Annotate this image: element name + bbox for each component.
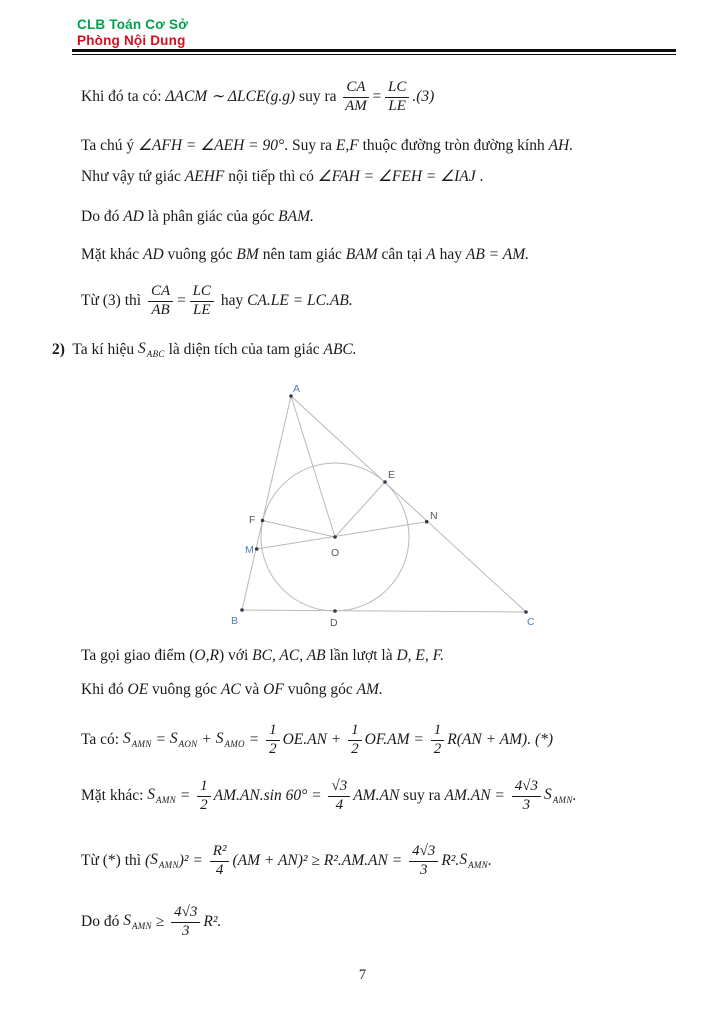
fraction-numerator: LC bbox=[190, 284, 214, 302]
point-label-B: B bbox=[231, 615, 239, 627]
text-segment: Mặt khác: bbox=[81, 787, 148, 805]
paragraph-area-sum bbox=[81, 718, 553, 762]
page-number: 7 bbox=[358, 967, 367, 983]
math-text: AD bbox=[123, 208, 144, 226]
math-text: ≥ bbox=[151, 913, 169, 931]
fraction-denominator: LE bbox=[388, 97, 406, 114]
math-text: D, E, F. bbox=[396, 647, 444, 665]
fraction-numerator: 1 bbox=[348, 723, 362, 741]
subscript-text: ABC bbox=[146, 349, 165, 360]
math-text: AM. bbox=[356, 681, 383, 699]
math-fraction bbox=[266, 723, 280, 758]
subscript-text: AON bbox=[178, 739, 198, 750]
text-segment: Ta chú ý bbox=[81, 137, 139, 155]
fraction-numerator: 1 bbox=[197, 779, 211, 797]
subscript-base: S bbox=[138, 340, 146, 358]
fraction-denominator: 2 bbox=[269, 740, 277, 757]
paragraph-bisector bbox=[81, 207, 314, 227]
point-label-E: E bbox=[388, 469, 396, 481]
segment-CA bbox=[291, 396, 526, 612]
math-text: ∠AFH = ∠AEH = 90° bbox=[138, 137, 285, 155]
subscript-base: S bbox=[169, 730, 178, 748]
text-segment: Khi đó bbox=[81, 681, 128, 699]
text-segment: Ta gọi giao điểm ( bbox=[81, 647, 195, 665]
math-text: OE.AN + bbox=[282, 731, 346, 749]
text-segment: Do đó bbox=[81, 913, 124, 931]
segment-BC bbox=[242, 610, 526, 612]
math-fraction bbox=[385, 80, 409, 115]
point-dot-D bbox=[333, 609, 337, 613]
subscript-text: AMN bbox=[131, 921, 152, 932]
math-fraction bbox=[197, 779, 211, 814]
subscript-base: S bbox=[147, 786, 156, 804]
math-text: = bbox=[175, 787, 195, 805]
fraction-numerator: 4√3 bbox=[409, 844, 438, 862]
math-text: = bbox=[371, 88, 382, 106]
text-segment: là diện tích của tam giác bbox=[164, 341, 324, 359]
point-dot-B bbox=[240, 608, 244, 612]
math-text: . bbox=[572, 787, 577, 805]
paragraph-from-3 bbox=[81, 279, 353, 323]
fraction-numerator: 4√3 bbox=[512, 779, 541, 797]
text-segment: vuông góc bbox=[163, 246, 237, 264]
point-label-D: D bbox=[330, 617, 338, 629]
paragraph-area-sin bbox=[81, 770, 577, 822]
fraction-denominator: 4 bbox=[215, 861, 224, 878]
text-segment: thuộc đường tròn đường kính bbox=[358, 137, 549, 155]
math-text: .(3) bbox=[412, 88, 435, 106]
math-text: R². bbox=[203, 913, 222, 931]
math-text: AM.AN bbox=[353, 787, 400, 805]
math-fraction bbox=[343, 80, 368, 115]
math-text: R². bbox=[441, 852, 460, 870]
math-subscripted-symbol bbox=[216, 730, 245, 749]
point-dot-F bbox=[261, 519, 265, 523]
text-segment: là phân giác của góc bbox=[143, 208, 279, 226]
subscript-text: AMN bbox=[552, 795, 573, 806]
subscript-base: S bbox=[150, 851, 158, 869]
math-text: O,R bbox=[194, 647, 219, 665]
math-text: = bbox=[151, 731, 170, 749]
subscript-base: S bbox=[544, 786, 552, 804]
fraction-denominator: 3 bbox=[419, 861, 428, 878]
paragraph-part2-intro bbox=[52, 340, 357, 360]
text-segment: Ta kí hiệu bbox=[64, 341, 139, 359]
header-divider bbox=[72, 49, 676, 55]
subscript-base: S bbox=[459, 851, 468, 869]
math-text: ( bbox=[144, 852, 151, 870]
fraction-numerator: 4√3 bbox=[171, 905, 200, 923]
fraction-numerator: √3 bbox=[328, 779, 350, 797]
point-label-A: A bbox=[293, 383, 301, 395]
math-text: AM.AN.sin 60° = bbox=[213, 787, 326, 805]
paragraph-touchpoints bbox=[81, 646, 444, 666]
fraction-denominator: 2 bbox=[200, 796, 208, 813]
math-text: AB = AM. bbox=[465, 246, 529, 264]
math-fraction bbox=[190, 284, 214, 319]
math-fraction bbox=[148, 284, 173, 319]
subscript-text: AMN bbox=[131, 739, 152, 750]
math-fraction bbox=[512, 779, 541, 814]
fraction-numerator: CA bbox=[148, 284, 173, 302]
math-text: BAM. bbox=[278, 208, 314, 226]
fraction-numerator: 1 bbox=[266, 723, 280, 741]
fraction-denominator: 2 bbox=[433, 740, 442, 757]
math-text: BAM bbox=[345, 246, 378, 264]
point-label-C: C bbox=[527, 616, 535, 628]
math-text: CA.LE = LC.AB. bbox=[247, 292, 353, 310]
math-fraction bbox=[431, 723, 445, 758]
math-text: ABC. bbox=[323, 341, 357, 359]
math-subscripted-symbol bbox=[123, 730, 152, 749]
paragraph-angle-note bbox=[81, 136, 573, 156]
subscript-base: S bbox=[215, 730, 224, 748]
subscript-text: AMN bbox=[468, 860, 488, 871]
fraction-denominator: 3 bbox=[522, 796, 531, 813]
point-label-F: F bbox=[249, 514, 256, 526]
subscript-text: AMO bbox=[224, 739, 245, 750]
text-segment: hay bbox=[216, 292, 248, 310]
math-fraction bbox=[409, 844, 438, 879]
text-segment: ) với bbox=[218, 647, 253, 665]
math-text: ∠FAH = ∠FEH = ∠IAJ bbox=[317, 168, 476, 186]
math-text: ΔACM ∼ ΔLCE(g.g) bbox=[165, 88, 296, 106]
math-subscripted-symbol bbox=[138, 340, 165, 359]
paragraph-isosceles bbox=[81, 245, 529, 265]
header-divider-thin-line bbox=[72, 54, 676, 55]
header-dept-name: Phòng Nội Dung bbox=[77, 33, 186, 48]
text-segment: Từ (*) thì bbox=[81, 852, 145, 870]
segment-OE bbox=[335, 482, 385, 537]
text-segment: Khi đó ta có: bbox=[81, 88, 166, 106]
fraction-denominator: 3 bbox=[181, 922, 190, 939]
text-segment: suy ra bbox=[295, 88, 341, 106]
math-fraction bbox=[171, 905, 200, 940]
math-text: R(AN + AM). (*) bbox=[447, 731, 554, 749]
math-text: (AM + AN)² ≥ R².AM.AN = bbox=[232, 852, 407, 870]
text-segment: hay bbox=[435, 246, 466, 264]
fraction-numerator: 1 bbox=[431, 723, 445, 741]
header-divider-thick-line bbox=[72, 49, 676, 52]
math-text: BC, AC, AB bbox=[252, 647, 326, 665]
math-subscripted-symbol bbox=[150, 851, 179, 870]
fraction-denominator: AM bbox=[345, 97, 367, 114]
paragraph-inequality bbox=[81, 835, 492, 887]
text-segment: Do đó bbox=[81, 208, 124, 226]
math-subscripted-symbol bbox=[544, 786, 573, 805]
text-segment: suy ra bbox=[399, 787, 445, 805]
subscript-text: AMN bbox=[156, 795, 176, 806]
math-text: + bbox=[197, 731, 216, 749]
subscript-base: S bbox=[122, 730, 131, 748]
math-subscripted-symbol bbox=[170, 730, 198, 749]
text-segment: nội tiếp thì có bbox=[224, 168, 318, 186]
text-segment: cân tại bbox=[377, 246, 427, 264]
math-text: AM.AN = bbox=[444, 787, 509, 805]
text-segment: nên tam giác bbox=[258, 246, 346, 264]
text-segment: lần lượt là bbox=[325, 647, 397, 665]
math-fraction bbox=[328, 779, 350, 814]
math-text: OF bbox=[263, 681, 284, 699]
math-text: OE bbox=[127, 681, 149, 699]
header-org-name: CLB Toán Cơ Sở bbox=[77, 17, 188, 32]
text-segment: 2) bbox=[52, 341, 65, 359]
segment-OF bbox=[263, 521, 336, 538]
text-segment: Mặt khác bbox=[81, 246, 143, 264]
paragraph-cyclic-quad bbox=[81, 167, 483, 187]
math-subscripted-symbol bbox=[147, 786, 176, 805]
text-segment: và bbox=[240, 681, 264, 699]
fraction-denominator: AB bbox=[151, 301, 170, 318]
text-segment: Như vậy tứ giác bbox=[81, 168, 185, 186]
geometry-figure bbox=[200, 375, 560, 630]
point-label-N: N bbox=[430, 510, 438, 522]
point-dot-M bbox=[255, 547, 259, 551]
math-text: A bbox=[426, 246, 436, 264]
math-text: AH. bbox=[548, 137, 574, 155]
math-text: = bbox=[244, 731, 264, 749]
fraction-denominator: 4 bbox=[335, 796, 344, 813]
paragraph-perpendicular bbox=[81, 680, 383, 700]
math-fraction bbox=[348, 723, 362, 758]
math-subscripted-symbol bbox=[459, 851, 488, 870]
fraction-numerator: R² bbox=[210, 844, 230, 862]
math-text: AC bbox=[220, 681, 241, 699]
paragraph-similar-triangles bbox=[81, 73, 434, 121]
fraction-numerator: LC bbox=[385, 80, 409, 98]
text-segment: vuông góc bbox=[148, 681, 221, 699]
paragraph-conclusion bbox=[81, 896, 221, 948]
point-dot-E bbox=[383, 480, 387, 484]
text-segment: Từ (3) thì bbox=[81, 292, 145, 310]
math-text: OF.AM = bbox=[364, 731, 428, 749]
point-label-M: M bbox=[245, 544, 254, 556]
fraction-denominator: LE bbox=[193, 301, 211, 318]
math-text: = bbox=[176, 292, 187, 310]
text-segment: . Suy ra bbox=[284, 137, 336, 155]
subscript-text: AMN bbox=[158, 860, 179, 871]
point-dot-N bbox=[425, 520, 429, 524]
math-text: AD bbox=[142, 246, 164, 264]
fraction-numerator: CA bbox=[343, 80, 368, 98]
text-segment: . bbox=[475, 168, 484, 186]
math-text: E,F bbox=[335, 137, 359, 155]
math-fraction bbox=[210, 844, 230, 879]
point-dot-C bbox=[524, 610, 528, 614]
segment-AB bbox=[242, 396, 291, 610]
text-segment: vuông góc bbox=[283, 681, 357, 699]
point-dot-O bbox=[333, 535, 337, 539]
math-text: . bbox=[487, 852, 492, 870]
point-label-O: O bbox=[331, 547, 340, 559]
subscript-base: S bbox=[123, 912, 131, 930]
fraction-denominator: 2 bbox=[351, 740, 359, 757]
segment-MN bbox=[257, 522, 427, 549]
math-text: AEHF bbox=[184, 168, 225, 186]
math-text: BM bbox=[236, 246, 259, 264]
text-segment: Ta có: bbox=[81, 731, 123, 749]
math-subscripted-symbol bbox=[123, 912, 152, 931]
math-text: )² = bbox=[178, 852, 207, 870]
